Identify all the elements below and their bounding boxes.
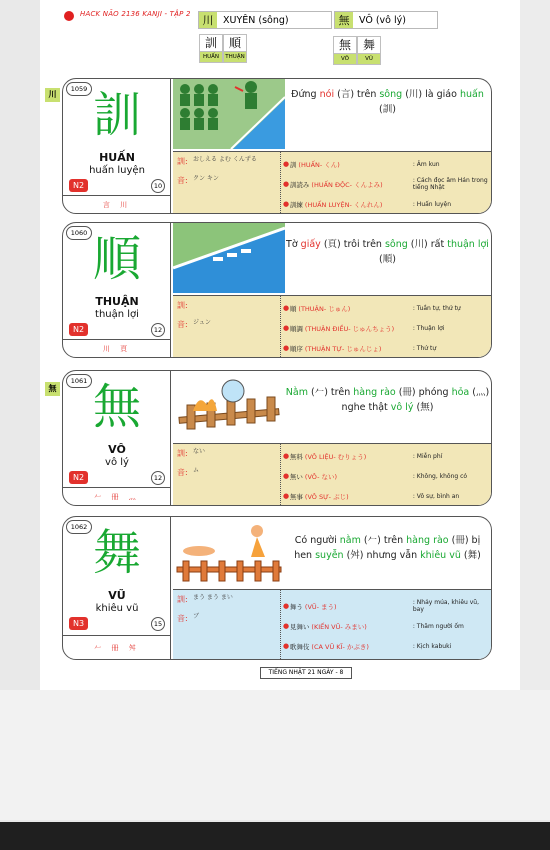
group-hanviet: THUẬN (223, 52, 247, 63)
story-text: (順) (379, 254, 396, 265)
on-label: 音: (177, 176, 188, 185)
vocab-reading: (HUẤN- くん) (298, 160, 340, 169)
vocab-list (283, 298, 491, 358)
kanji-panel (63, 371, 171, 505)
on-label: 音: (177, 320, 188, 329)
kun-label: 訓: (177, 157, 188, 166)
stroke-count: 12 (151, 471, 165, 485)
vocab-item (283, 596, 491, 616)
group-kanji-cell (357, 36, 381, 65)
vocab-reading: (THUẬN ĐIỀU- じゅんちょう) (304, 324, 395, 333)
story-highlight: hỏa (451, 387, 470, 398)
mnemonic-story (285, 385, 490, 415)
bullet-icon: ● (283, 642, 290, 650)
readings-vocab-panel (173, 443, 492, 506)
mnemonic-story (285, 237, 490, 267)
vocab-reading: (CA VŨ KĨ- かぶき) (311, 642, 369, 651)
vocab-meaning: : Kịch kabuki (412, 642, 452, 650)
kanji-hanviet: HUẤN (99, 151, 135, 164)
radical-label: VÔ (vô lý) (359, 14, 406, 26)
kanji-meaning: huấn luyện (89, 165, 145, 176)
story-highlight: sông (379, 89, 403, 100)
kanji-meaning: vô lý (105, 457, 129, 468)
bullet-icon: ● (283, 344, 290, 352)
jlpt-level-badge: N2 (69, 323, 88, 336)
kanji-card-1060 (62, 222, 492, 358)
story-text: (𠂉) trên (360, 535, 407, 546)
story-highlight: hàng rào (406, 535, 449, 546)
bullet-icon: ● (283, 180, 290, 188)
story-highlight: sông (384, 239, 408, 250)
kun-label: 訓: (177, 301, 188, 310)
story-text: (舛) nhưng vẫn (343, 550, 421, 561)
bullet-icon: ● (283, 160, 290, 168)
jlpt-level-badge: N2 (69, 179, 88, 192)
vocab-list (283, 154, 491, 214)
document-page (40, 0, 520, 690)
bullet-icon: ● (283, 622, 290, 630)
vocab-word: 舞う (289, 602, 303, 611)
kun-reading: まう まう まい (193, 594, 233, 601)
story-highlight: hàng rào (353, 387, 396, 398)
vocab-reading: (VÔ SỰ- ぶじ) (304, 492, 349, 501)
story-highlight: nằm (339, 535, 361, 546)
kanji-panel (63, 223, 171, 357)
story-highlight: Nằm (285, 387, 308, 398)
bullet-icon: ● (283, 452, 290, 460)
kanji-character: 順 (92, 231, 141, 287)
radical-kanji: 川 (199, 12, 217, 28)
kanji-card-1059 (62, 78, 492, 214)
readings-vocab-panel (173, 151, 492, 214)
vocab-reading: (HUẤN ĐỘC- くんよみ) (311, 180, 383, 189)
vocab-item (283, 486, 491, 506)
story-text: Có người (294, 535, 340, 546)
fence-fire-illustration (173, 371, 285, 441)
story-highlight: nói (319, 89, 335, 100)
kanji-character: 舞 (92, 525, 141, 581)
story-highlight: thuận lợi (447, 239, 489, 250)
readings-vocab-panel (173, 295, 492, 358)
story-highlight: suyễn (315, 550, 344, 561)
page-footer: TIẾNG NHẬT 21 NGÀY - 8 (260, 667, 352, 679)
vocab-item (283, 338, 491, 358)
kanji-hanviet: VÔ (108, 443, 126, 456)
vocab-item (283, 318, 491, 338)
group-kanji: 訓 (199, 34, 223, 52)
radical-kanji: 無 (335, 12, 353, 28)
group-hanviet: VŨ (357, 54, 381, 65)
vocab-reading: (VÔ- ない) (304, 472, 338, 481)
jlpt-level-badge: N2 (69, 471, 88, 484)
kanji-meaning: thuận lợi (95, 309, 139, 320)
kanji-card-1062 (62, 516, 492, 660)
bullet-icon: ● (283, 602, 290, 610)
readings (173, 590, 281, 660)
group-hanviet: VÔ (333, 54, 357, 65)
kanji-number: 1062 (66, 520, 92, 534)
on-label: 音: (177, 468, 188, 477)
bullet-icon: ● (283, 472, 290, 480)
on-reading: クン キン (193, 175, 219, 182)
vocab-reading: (THUẬN TỰ- じゅんじょ) (304, 344, 382, 353)
viewer-background (0, 690, 550, 820)
bullet-icon: ● (283, 324, 290, 332)
page-edge (520, 0, 550, 690)
story-highlight: khiêu vũ (420, 550, 461, 561)
kanji-panel (63, 517, 171, 659)
kanji-components: 川 頁 (63, 339, 171, 358)
vocab-item (283, 194, 491, 214)
kanji-meaning: khiêu vũ (95, 603, 139, 614)
vocab-meaning: : Miễn phí (412, 452, 443, 460)
vocab-meaning: : Tuần tự, thứ tự (412, 304, 461, 312)
vocab-meaning: : Không, không có (412, 472, 468, 480)
kanji-hanviet: VŨ (108, 589, 126, 602)
vocab-meaning: : Huấn luyện (412, 200, 452, 208)
vocab-word: 順序 (289, 344, 303, 353)
dancer-fence-illustration (173, 517, 285, 587)
story-highlight: huấn (459, 89, 484, 100)
readings (173, 296, 281, 358)
vocab-item (283, 154, 491, 174)
story-text: (冊) phóng (395, 387, 452, 398)
vocab-reading: (KIẾN VŨ- みまい) (311, 622, 367, 631)
story-text: (川) là giáo (402, 89, 460, 100)
vocab-reading: (HUẤN LUYỆN- くんれん) (304, 200, 383, 209)
bullet-icon: ● (283, 492, 290, 500)
stroke-count: 12 (151, 323, 165, 337)
on-reading: ブ (193, 613, 200, 620)
kanji-components: 𠂉 冊 舛 (63, 635, 171, 660)
story-highlight: giấy (300, 239, 321, 250)
vocab-word: 見舞い (289, 622, 310, 631)
bullet-icon: ● (283, 304, 290, 312)
vocab-meaning: : Âm kun (412, 160, 440, 168)
vocab-reading: (VÔ LIỆU- むりょう) (304, 452, 367, 461)
kanji-number: 1060 (66, 226, 92, 240)
vocab-item (283, 466, 491, 486)
vocab-reading: (THUẬN- じゅん) (298, 304, 351, 313)
vocab-item (283, 446, 491, 466)
kanji-hanviet: THUẬN (95, 295, 139, 308)
kanji-number: 1061 (66, 374, 92, 388)
vocab-reading: (VŨ- まう) (304, 602, 337, 611)
group-kanji-cell (199, 34, 223, 63)
on-reading: ム (193, 467, 200, 474)
story-text: (灬) nghe thật (341, 387, 490, 413)
vocab-word: 無料 (289, 452, 303, 461)
side-radical-tag: 川 (45, 88, 60, 102)
kanji-components: 𠂉 冊 灬 (63, 487, 171, 506)
vocab-list (283, 446, 491, 506)
story-text: (舞) (460, 550, 481, 561)
story-text: (言) trên (334, 89, 380, 100)
kanji-components: 言 川 (63, 195, 171, 214)
story-text: (無) (413, 402, 434, 413)
story-text: (冊) bị hen (294, 535, 481, 561)
stroke-count: 15 (151, 617, 165, 631)
kun-label: 訓: (177, 595, 188, 604)
kanji-character: 無 (92, 379, 141, 435)
vocab-word: 訓 (289, 160, 297, 169)
story-text: (𠂉) trên (307, 387, 354, 398)
mnemonic-story (285, 533, 490, 563)
soldiers-river-illustration (173, 79, 285, 149)
vocab-meaning: : Thăm người ốm (412, 622, 464, 630)
vocab-word: 歌舞伎 (289, 642, 310, 651)
vocab-word: 無い (289, 472, 303, 481)
kanji-card-1061 (62, 370, 492, 506)
group-kanji-cell (333, 36, 357, 65)
group-kanji: 順 (223, 34, 247, 52)
vocab-item (283, 636, 491, 656)
vocab-word: 順調 (289, 324, 303, 333)
kanji-number: 1059 (66, 82, 92, 96)
radical-group-vo (333, 36, 381, 65)
readings (173, 152, 281, 214)
story-text: (訓) (379, 104, 396, 115)
story-text: Tờ (286, 239, 301, 250)
group-kanji: 舞 (357, 36, 381, 54)
vocab-item (283, 616, 491, 636)
vocab-word: 訓読み (289, 180, 310, 189)
story-text: (川) rất (407, 239, 448, 250)
vocab-meaning: : Cách đọc âm Hán trong tiếng Nhật (412, 177, 488, 191)
story-text: Đứng (291, 89, 320, 100)
header-dot-icon (64, 11, 74, 21)
vocab-list (283, 596, 491, 656)
mnemonic-story (285, 87, 490, 117)
on-label: 音: (177, 614, 188, 623)
radical-box-vo (334, 11, 438, 29)
radical-box-xuyen (198, 11, 332, 29)
group-hanviet: HUẤN (199, 52, 223, 63)
readings-vocab-panel (173, 589, 492, 660)
bullet-icon: ● (283, 200, 290, 208)
kanji-panel (63, 79, 171, 213)
on-reading: ジュン (193, 319, 211, 326)
vocab-word: 無事 (289, 492, 303, 501)
paper-river-illustration (173, 223, 285, 293)
group-kanji-cell (223, 34, 247, 63)
kun-reading: おしえる よむ くんずる (193, 156, 257, 163)
vocab-meaning: : Thuận lợi (412, 324, 445, 332)
readings (173, 444, 281, 506)
vocab-item (283, 298, 491, 318)
story-text: (頁) trôi trên (320, 239, 385, 250)
viewer-bottom-bar (0, 822, 550, 850)
jlpt-level-badge: N3 (69, 617, 88, 630)
vocab-meaning: : Vô sự, bình an (412, 492, 460, 500)
kanji-character: 訓 (92, 87, 141, 143)
stroke-count: 10 (151, 179, 165, 193)
story-highlight: vô lý (390, 402, 414, 413)
vocab-item (283, 174, 491, 194)
radical-group-xuyen (199, 34, 247, 63)
vocab-meaning: : Nhảy múa, khiêu vũ, bay (412, 599, 479, 613)
side-radical-tag: 無 (45, 382, 60, 396)
vocab-word: 順 (289, 304, 297, 313)
kun-reading: ない (193, 448, 206, 455)
book-title: HACK NÃO 2136 KANJI - TẬP 2 (80, 10, 191, 18)
vocab-meaning: : Thứ tự (412, 344, 437, 352)
group-kanji: 無 (333, 36, 357, 54)
kun-label: 訓: (177, 449, 188, 458)
radical-label: XUYÊN (sông) (223, 14, 289, 26)
vocab-word: 訓練 (289, 200, 303, 209)
